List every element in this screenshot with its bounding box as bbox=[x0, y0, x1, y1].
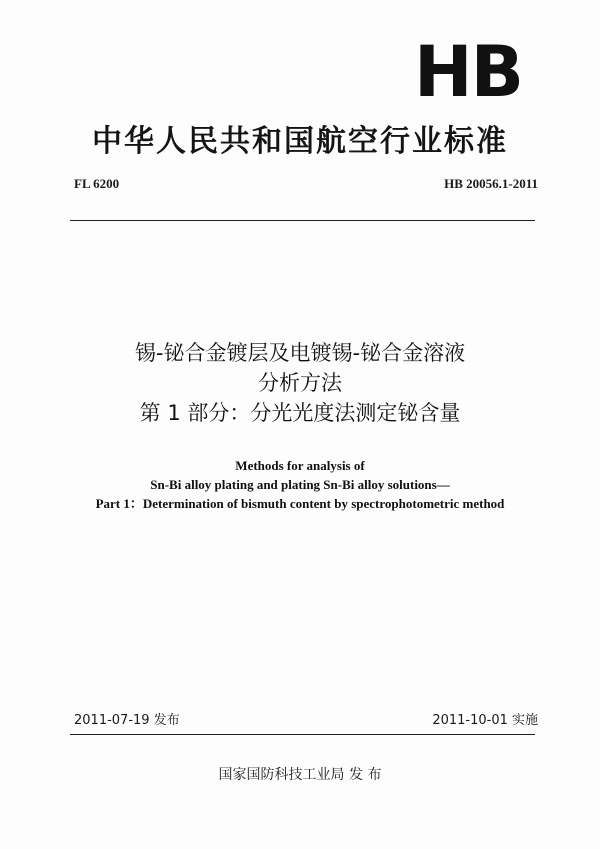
header-divider bbox=[70, 220, 535, 221]
issue-date: 2011-07-19 发布 bbox=[74, 713, 180, 728]
standard-number: HB 20056.1-2011 bbox=[444, 176, 538, 191]
hb-logo-text: HB bbox=[414, 40, 522, 102]
publisher: 国家国防科技工业局 发 布 bbox=[218, 767, 382, 783]
chinese-title-line-3: 第 1 部分：分光光度法测定铋含量 bbox=[139, 401, 461, 425]
ics-code: FL 6200 bbox=[74, 176, 120, 191]
chinese-title bbox=[0, 338, 600, 428]
english-title-line-3: Part 1：Determination of bismuth content by spectrophotometric method bbox=[95, 496, 505, 511]
english-title-line-1: Methods for analysis of bbox=[235, 458, 365, 473]
chinese-title-line-2: 分析方法 bbox=[258, 371, 342, 395]
english-title bbox=[0, 456, 600, 513]
implementation-date: 2011-10-01 实施 bbox=[432, 713, 538, 728]
chinese-title-line-1: 锡-铋合金镀层及电镀锡-铋合金溶液 bbox=[134, 341, 466, 365]
footer-divider bbox=[70, 734, 535, 735]
hb-logo bbox=[412, 40, 524, 102]
english-title-line-2: Sn-Bi alloy plating and plating Sn-Bi alloy solutions— bbox=[150, 477, 450, 492]
standard-category-title: 中华人民共和国航空行业标准 bbox=[92, 124, 508, 159]
